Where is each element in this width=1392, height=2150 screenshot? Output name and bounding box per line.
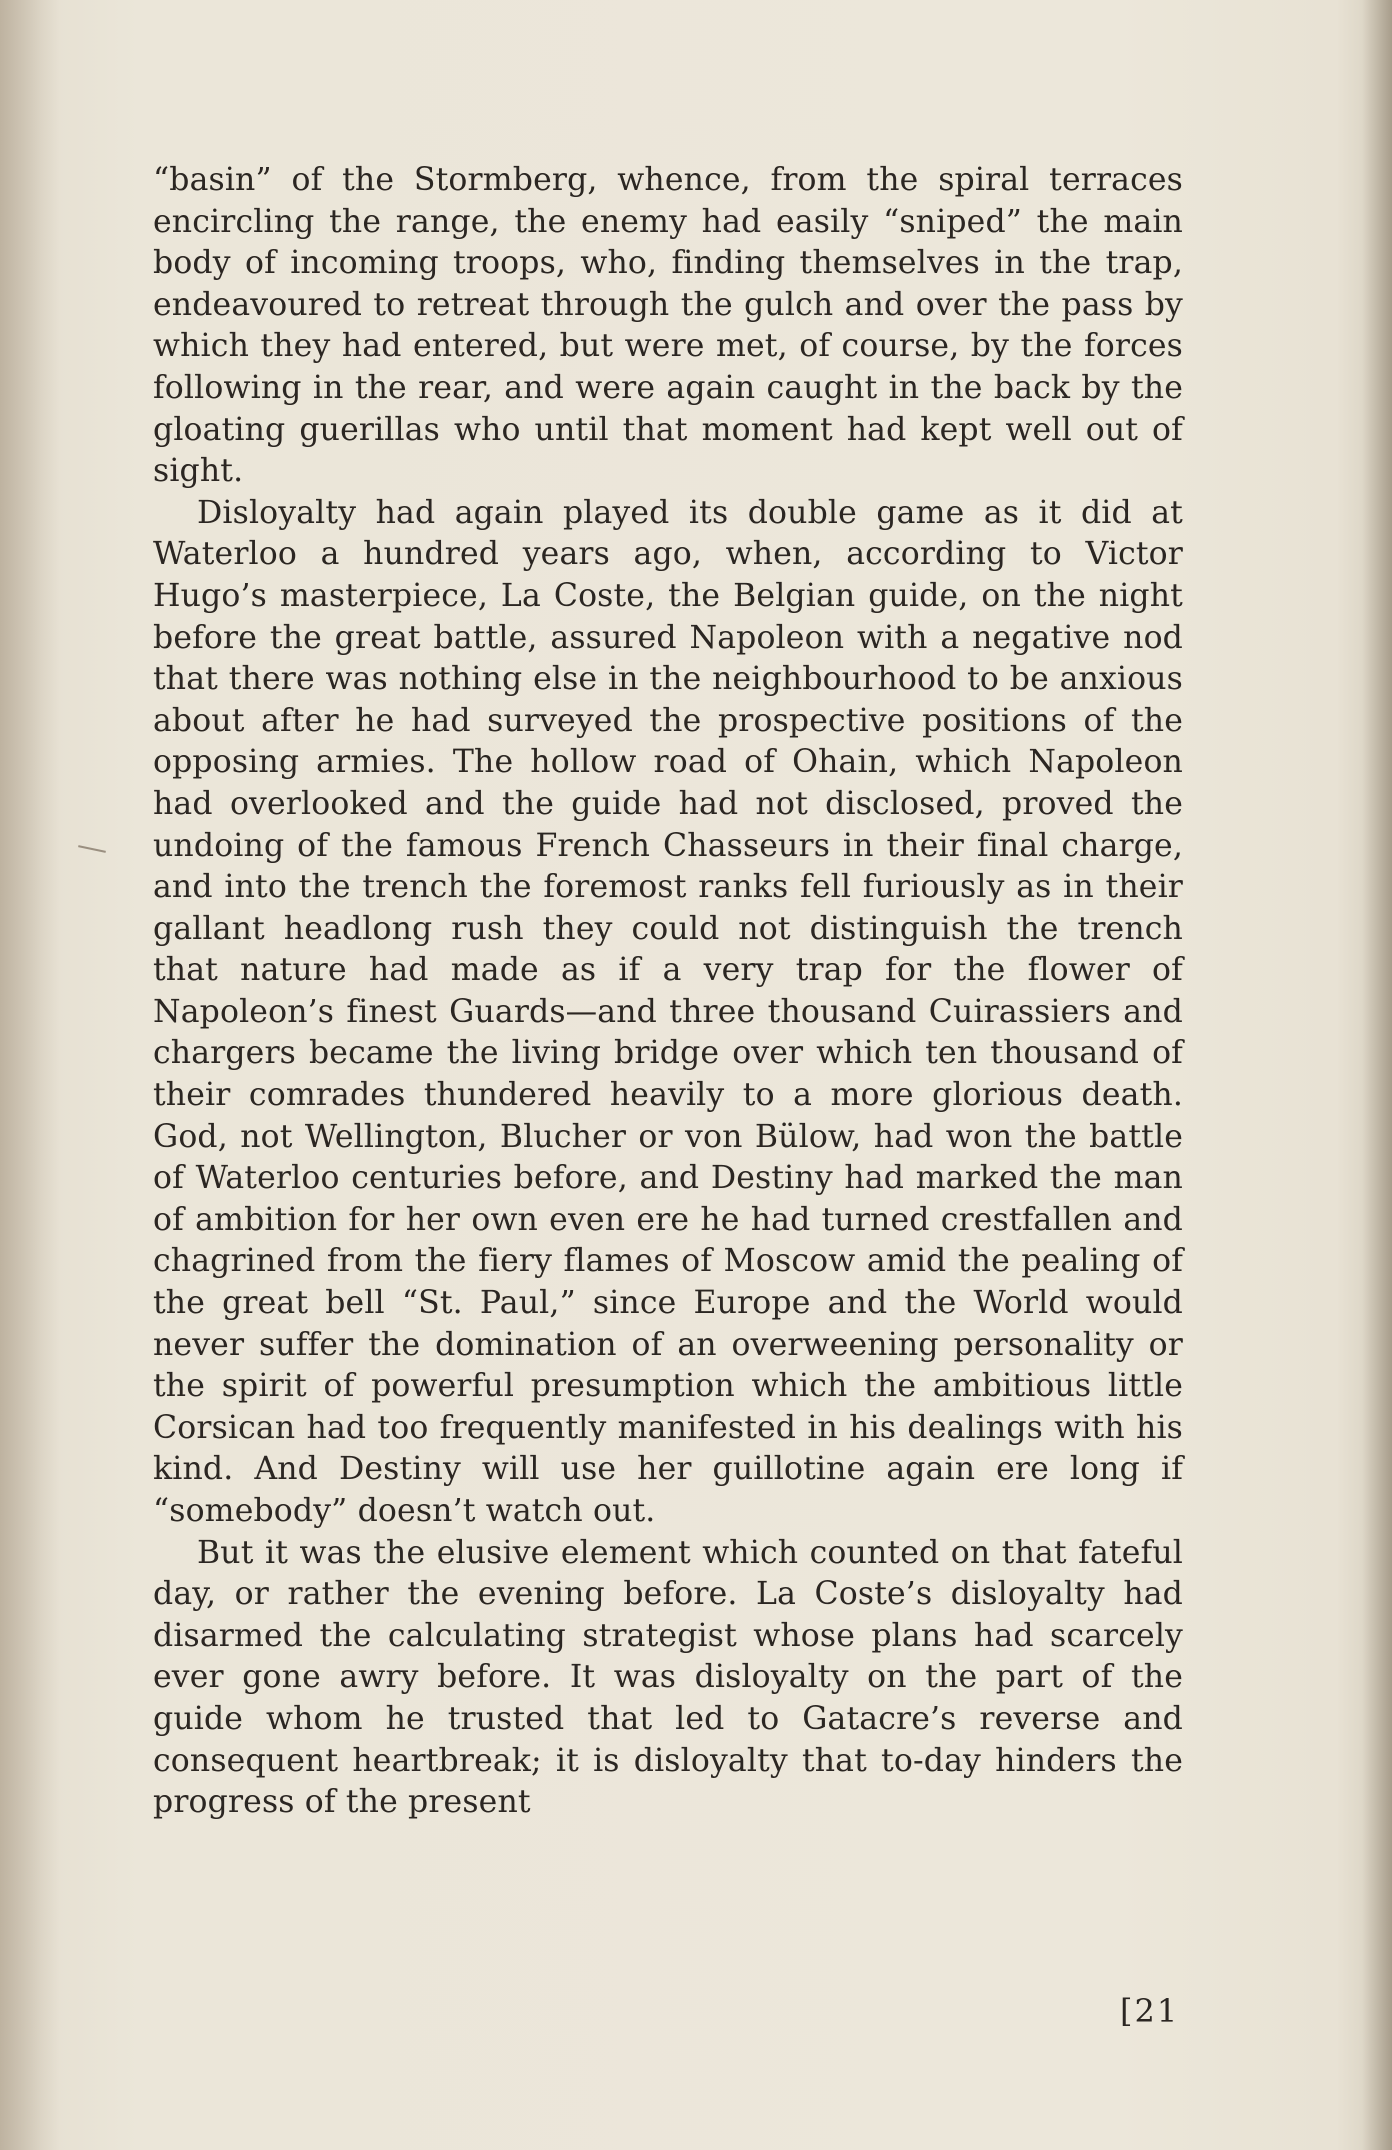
paragraph-1: “basin” of the Stormberg, whence, from the spiral terraces encircling the range, the enemy had easily “sniped” the main body of incoming troops, who, finding themselves in the trap, endeavoured to retreat through the gulch and over the pass by which they had entered, but were met, of course, by the forces following in the rear, and were again caught in the back by the gloating guerillas who until that moment had kept well out of sight. — [153, 162, 1183, 490]
margin-pencil-mark — [78, 845, 106, 853]
page-number: [21 — [1120, 1992, 1180, 2030]
paragraph-3: But it was the elusive element which counted on that fateful day, or rather the evening before. La Coste’s disloyalty had disarmed the calculating strategist whose plans had scarcely ever gone awry before. It was disloyalty on the part of the guide whom he trusted that led to Gatacre’s reverse and consequent heartbreak; it is disloyalty that to-day hinders the progress of the present — [153, 1534, 1183, 1821]
body-text — [153, 160, 1183, 1824]
paragraph-2: Disloyalty had again played its double game as it did at Waterloo a hundred years ago, when, according to Victor Hugo’s masterpiece, La Coste, the Belgian guide, on the night before the great battle, assured Napoleon with a negative nod that there was nothing else in the neighbourhood to be anxious about after he had surveyed the prospective positions of the opposing armies. The hollow road of Ohain, which Napoleon had overlooked and the guide had not disclosed, proved the undoing of the famous French Chasseurs in their final charge, and into the trench the foremost ranks fell furiously as in their gallant headlong rush they could not distinguish the trench that nature had made as if a very trap for the flower of Napoleon’s finest Guards—and three thousand Cuirassiers and chargers became the living bridge over which ten thousand of their comrades thundered heavily to a more glorious death. God, not Wellington, Blucher or von Bülow, had won the battle of Waterloo centuries before, and Destiny had marked the man of ambition for her own even ere he had turned crestfallen and chagrined from the fiery flames of Moscow amid the pealing of the great bell “St. Paul,” since Europe and the World would never suffer the domination of an overweening personality or the spirit of powerful presumption which the ambitious little Corsican had too frequently manifested in his dealings with his kind. And Destiny will use her guillotine again ere long if “somebody” doesn’t watch out. — [153, 494, 1183, 1529]
